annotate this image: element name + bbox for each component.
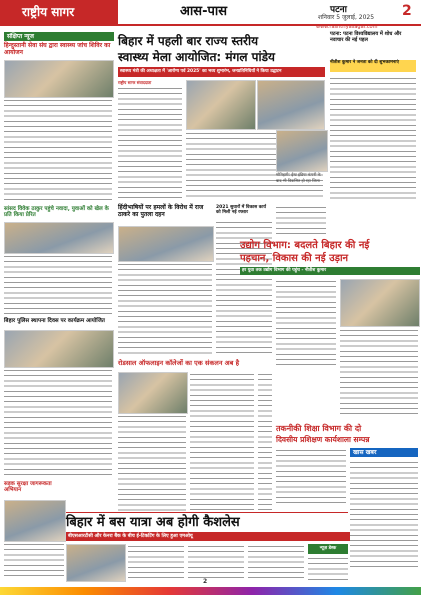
udyog-photo <box>340 279 420 327</box>
left-story1-photo <box>4 60 114 98</box>
mid-story3-headline[interactable]: रोडसाल ऑफलाइन कॉलेजों का एक संकलन अब है <box>118 359 240 367</box>
lead-photo-1 <box>186 80 256 130</box>
bus-photo <box>66 544 126 582</box>
bus-side-text <box>308 556 348 580</box>
side-box-text <box>350 460 418 568</box>
udyog-headline-line1[interactable]: उद्योग विभाग: बदलते बिहार की नई <box>240 240 370 251</box>
section-title: आस-पास <box>180 4 228 19</box>
mid-story2-headline[interactable]: 2021 सुधारों में विकास कार्य को मिली नई रफ्तार <box>216 205 267 216</box>
udyog-subhead: हर युवा तक उद्योग विभाग की पहुंच - नीतीश कुमार <box>240 267 420 275</box>
bus-top-rule <box>66 512 348 513</box>
lead-headline-line2[interactable]: स्वास्थ्य मेला आयोजित: मंगल पांडेय <box>118 50 275 64</box>
right-small-text <box>276 205 326 235</box>
left-story2-photo <box>4 222 114 254</box>
bus-headline[interactable]: बिहार में बस यात्रा अब होगी कैशलेस <box>66 515 240 530</box>
website[interactable]: www.rashtriyasagar.com <box>316 24 378 30</box>
paper-name: राष्ट्रीय सागर <box>22 5 75 19</box>
udyog-text-a <box>276 279 336 365</box>
edition-date: शनिवार 5 जुलाई, 2025 <box>318 14 375 21</box>
mid-story3-text-a <box>118 414 186 514</box>
udyog-text-b <box>340 328 418 414</box>
mid-story1-photo <box>118 226 214 262</box>
shiksha-headline-line2[interactable]: दिवसीय प्रशिक्षण कार्यशाला सम्पन्न <box>276 435 370 444</box>
left-story3-headline[interactable]: बिहार पुलिस स्थापना दिवस पर कार्यक्रम आयोजित <box>4 318 105 324</box>
paper-logo[interactable] <box>0 0 118 24</box>
right-small-photo <box>276 130 328 172</box>
shiksha-headline-line1[interactable]: तकनीकी शिक्षा विभाग की दो <box>276 424 362 433</box>
lead-text-col1 <box>118 86 182 198</box>
right-photo-caption: मोतिहारी: ईस्ट इंडिया कंपनी के बाद भी विकसित हो रहा जिला <box>276 172 321 183</box>
left-story1-text <box>4 98 112 203</box>
mid-story3-text-b <box>190 372 254 514</box>
left-column-header: संक्षिप्त न्यूज <box>4 32 114 41</box>
footer-color-strip <box>0 587 421 595</box>
udyog-headline-line2[interactable]: पहचान, विकास की नई उड़ान <box>240 253 349 264</box>
shiksha-text <box>276 448 346 504</box>
mid-story1-headline[interactable]: हिंदीभाषियों पर हमलों के विरोध में राज ठाकरे का पुतला दहन <box>118 204 204 218</box>
lead-photo-2 <box>257 80 325 130</box>
right-top-text <box>330 76 416 200</box>
lead-byline: राष्ट्रीय सागर संवाददाता <box>118 80 152 85</box>
left-story3-photo <box>4 330 114 368</box>
mid-story3-text-c <box>258 372 272 514</box>
right-teaser[interactable]: पटना: पटना विश्वविद्यालय में शोध और नवाचार की नई पहल <box>330 31 402 43</box>
left-story1-headline[interactable]: हिन्दुस्तानी सेवा संघ द्वारा स्वास्थ्य जांच शिविर का आयोजन <box>4 42 111 56</box>
bus-side-tag: न्यूज़ डेस्क <box>308 544 348 554</box>
left-bottom-text <box>4 542 64 580</box>
mid-story3-photo <box>118 372 188 414</box>
bus-subhead: बीएसआरटीसी और केनरा बैंक के बीच ई-टिकटिंग के लिए हुआ एमओयू <box>66 532 350 541</box>
bus-text-a <box>128 544 184 580</box>
page-number: 2 <box>402 3 412 19</box>
right-teaser2[interactable]: नीतीश कुमार ने जनता को दी शुभकामनाएं <box>330 60 416 72</box>
left-story2-text <box>4 254 112 316</box>
bus-text-b <box>188 544 244 580</box>
mid-story1-text <box>118 262 212 356</box>
edition-city: पटना <box>330 5 347 15</box>
side-box-header: खास खबर <box>350 448 418 457</box>
lead-subhead: स्वास्थ्य मंत्री की अध्यक्षता में 'आरोग्य पर्व 2025' का भव्य शुभारंभ, जनप्रतिनिधियों ने किया उद्घाटन <box>118 67 325 77</box>
left-story3-text <box>4 368 112 476</box>
left-bottom-photo <box>4 500 66 542</box>
bus-text-c <box>248 544 304 580</box>
left-story2-headline[interactable]: सांसद विवेक ठाकुर पहुंचे नवादा, युवाओं को खेल के प्रति किया प्रेरित <box>4 206 109 219</box>
footer-page-number: 2 <box>203 578 208 585</box>
lead-headline-line1[interactable]: बिहार में पहली बार राज्य स्तरीय <box>118 34 259 48</box>
left-bottom-headline[interactable]: सड़क सुरक्षा जागरूकता अभियान <box>4 481 52 494</box>
